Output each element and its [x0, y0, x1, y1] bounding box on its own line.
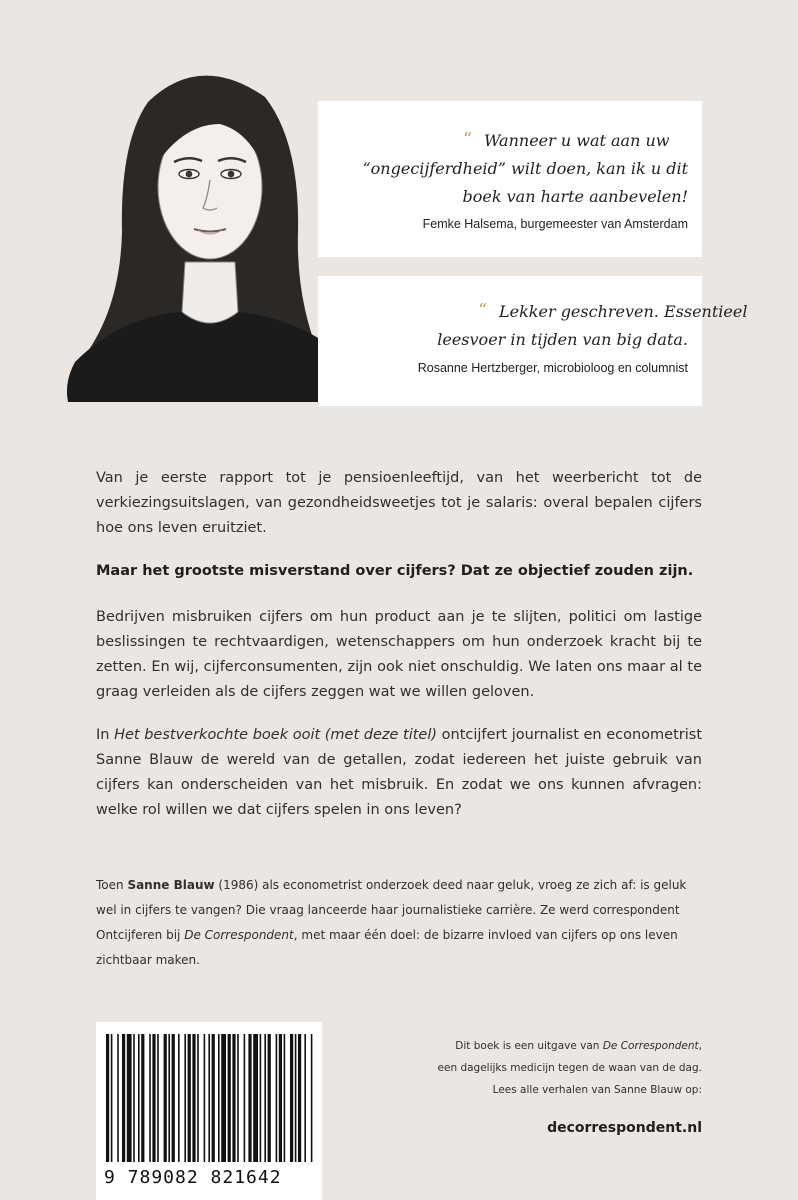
- barcode-bar: [184, 1034, 186, 1162]
- barcode-bar: [244, 1034, 246, 1162]
- quote-card-halsema: [318, 101, 702, 257]
- barcode-bar: [106, 1034, 109, 1162]
- quote-line: boek van harte aanbevelen!: [462, 187, 688, 206]
- barcode-bar: [164, 1034, 167, 1162]
- barcode-bar: [218, 1034, 220, 1162]
- quote-line: “ongecijferdheid” wilt doen, kan ik u dit: [362, 159, 688, 178]
- book-title: Het bestverkochte boek ooit (met deze titel): [114, 727, 438, 743]
- author-bio: Toen Sanne Blauw (1986) als econometrist onderzoek deed naar geluk, vroeg ze zich af: is geluk wel in cijfers te vangen? Die vraag lanceerde haar journalistieke carrière. Ze werd correspondent Ontcijferen bij De Correspondent, met maar één doel: de bizarre invloed van cijfers op ons leven zichtbaar maken.: [96, 878, 687, 967]
- barcode-bar: [221, 1034, 226, 1162]
- barcode-bar: [127, 1034, 132, 1162]
- barcode-bar: [204, 1034, 206, 1162]
- barcode-bar: [111, 1034, 113, 1162]
- quote-attribution: Rosanne Hertzberger, microbioloog en columnist: [417, 361, 688, 375]
- book-description-paragraph: In Het bestverkochte boek ooit (met deze titel) ontcijfert journalist en econometrist Sanne Blauw de wereld van de getallen, zodat iedereen het juiste gebruik van cijfers kan onderscheiden van het misbruik. En zodat we ons kunnen afvragen: welke rol willen we dat cijfers spelen in ons leven?: [96, 727, 703, 818]
- quote-mark-icon: “: [478, 300, 488, 321]
- barcode-bar: [138, 1034, 140, 1162]
- quote-attribution: Femke Halsema, burgemeester van Amsterdam: [422, 217, 688, 231]
- quote-line: Wanneer u wat aan uw: [484, 131, 670, 150]
- barcode-bar: [268, 1034, 271, 1162]
- publication-name: De Correspondent: [184, 928, 294, 942]
- barcode-bar: [152, 1034, 155, 1162]
- barcode-bar: [284, 1034, 286, 1162]
- barcode-bar: [237, 1034, 239, 1162]
- isbn-number: 9 789082 821642: [104, 1167, 282, 1188]
- barcode-bar: [232, 1034, 235, 1162]
- intro-paragraph: Van je eerste rapport tot je pensioenleeftijd, van het weerbericht tot de verkiezingsuitslagen, van gezondheidsweetjes tot je salaris: overal bepalen cijfers hoe ons leven eruitziet.: [96, 470, 702, 536]
- barcode-bar: [192, 1034, 195, 1162]
- barcode-bar: [304, 1034, 306, 1162]
- author-portrait-illustration: [60, 62, 360, 402]
- barcode-bar: [178, 1034, 180, 1162]
- publisher-line: een dagelijks medicijn tegen de waan van de dag.: [437, 1062, 702, 1074]
- barcode-bar: [276, 1034, 278, 1162]
- author-name: Sanne Blauw: [127, 878, 215, 892]
- barcode-bar: [290, 1034, 293, 1162]
- quote-mark-icon: “: [463, 129, 473, 150]
- publisher-line: Dit boek is een uitgave van De Correspondent,: [455, 1040, 702, 1052]
- barcode-bar: [117, 1034, 119, 1162]
- publisher-line: Lees alle verhalen van Sanne Blauw op:: [492, 1084, 702, 1096]
- barcode-bar: [279, 1034, 282, 1162]
- barcode-bar: [133, 1034, 135, 1162]
- barcode-bar: [298, 1034, 301, 1162]
- quote-line: leesvoer in tijden van big data.: [437, 330, 688, 349]
- barcode-bar: [197, 1034, 199, 1162]
- barcode-bar: [260, 1034, 262, 1162]
- barcode-bar: [149, 1034, 151, 1162]
- barcode-bars: [96, 1022, 322, 1167]
- barcode-bar: [188, 1034, 191, 1162]
- quote-line: Lekker geschreven. Essentieel: [499, 302, 748, 321]
- barcode-bar: [228, 1034, 231, 1162]
- barcode-bar: [157, 1034, 159, 1162]
- key-statement: Maar het grootste misverstand over cijfers? Dat ze objectief zouden zijn.: [96, 563, 694, 579]
- barcode-bar: [122, 1034, 125, 1162]
- website-link[interactable]: decorrespondent.nl: [547, 1120, 702, 1136]
- isbn-barcode: [96, 1022, 322, 1200]
- barcode-bar: [172, 1034, 175, 1162]
- barcode-bar: [311, 1034, 313, 1162]
- barcode-bar: [168, 1034, 170, 1162]
- barcode-bar: [264, 1034, 266, 1162]
- barcode-bar: [248, 1034, 251, 1162]
- barcode-bar: [212, 1034, 215, 1162]
- barcode-bar: [253, 1034, 258, 1162]
- barcode-bar: [208, 1034, 210, 1162]
- body-paragraph: Bedrijven misbruiken cijfers om hun product aan je te slijten, politici om lastige beslissingen te rechtvaardigen, wetenschappers om hun onderzoek kracht bij te zetten. En wij, cijferconsumenten, zijn ook niet onschuldig. We laten ons maar al te graag verleiden als de cijfers zeggen wat we willen geloven.: [96, 609, 702, 700]
- barcode-bar: [295, 1034, 297, 1162]
- barcode-bar: [141, 1034, 144, 1162]
- quote-card-hertzberger: [318, 276, 748, 406]
